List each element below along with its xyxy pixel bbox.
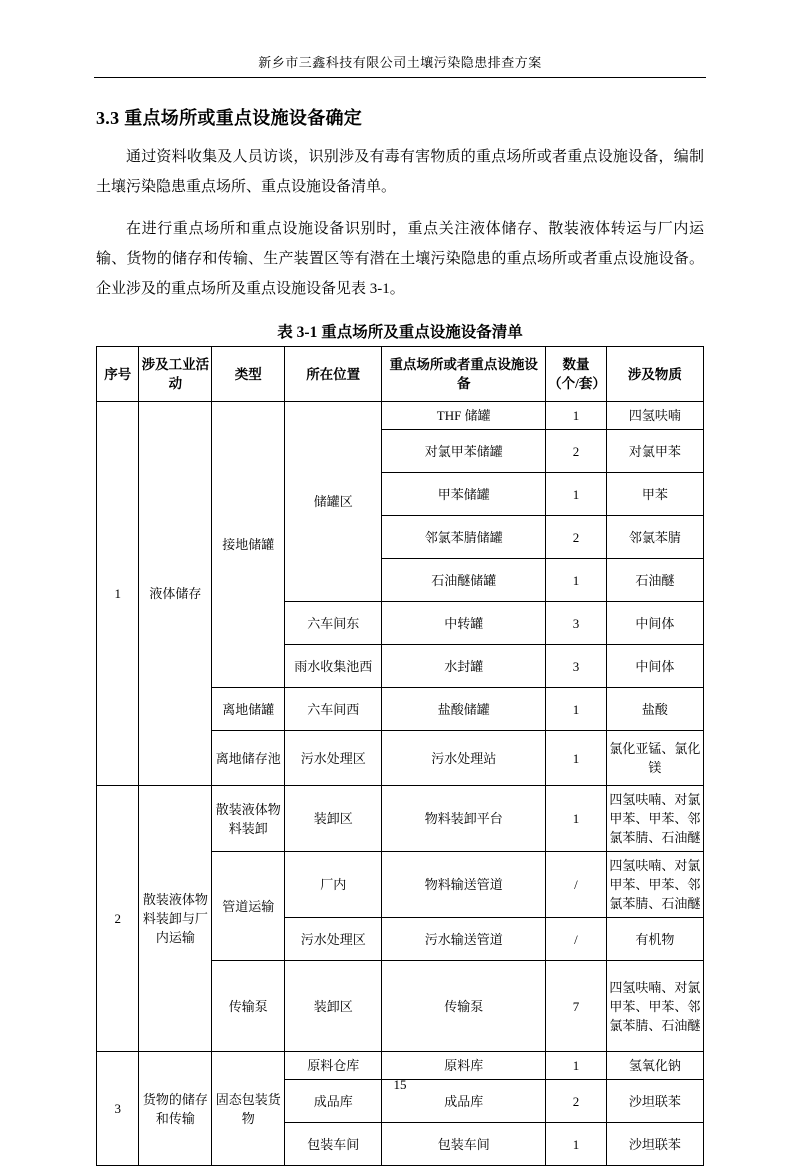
cell-facility: 污水处理站 <box>382 731 546 786</box>
cell-activity: 液体储存 <box>139 402 212 786</box>
cell-facility: 物料装卸平台 <box>382 786 546 852</box>
section-heading: 3.3 重点场所或重点设施设备确定 <box>96 108 363 128</box>
cell-no: 1 <box>97 402 139 786</box>
cell-location: 成品库 <box>285 1080 382 1123</box>
cell-facility: 甲苯储罐 <box>382 473 546 516</box>
table-row <box>97 1052 704 1080</box>
cell-quantity: / <box>546 918 607 961</box>
cell-facility: 物料输送管道 <box>382 852 546 918</box>
cell-facility: 传输泵 <box>382 961 546 1052</box>
cell-type: 离地储存池 <box>212 731 285 786</box>
cell-type: 接地储罐 <box>212 402 285 688</box>
cell-quantity: / <box>546 852 607 918</box>
cell-quantity: 1 <box>546 1052 607 1080</box>
cell-location: 储罐区 <box>285 402 382 602</box>
cell-facility: 包装车间 <box>382 1123 546 1166</box>
page-number: 15 <box>393 1077 407 1092</box>
cell-facility: 污水输送管道 <box>382 918 546 961</box>
cell-quantity: 2 <box>546 516 607 559</box>
cell-substance: 氢氧化钠 <box>606 1052 703 1080</box>
cell-substance: 有机物 <box>606 918 703 961</box>
key-facilities-table <box>96 346 704 1166</box>
body-paragraph-1: 通过资料收集及人员访谈，识别涉及有毒有害物质的重点场所或者重点设施设备，编制土壤污染隐患重点场所、重点设施设备清单。 <box>96 149 704 195</box>
cell-location: 污水处理区 <box>285 731 382 786</box>
cell-substance: 四氢呋喃、对氯甲苯、甲苯、邻氯苯腈、石油醚 <box>606 961 703 1052</box>
cell-facility: 盐酸储罐 <box>382 688 546 731</box>
column-header-activity: 涉及工业活动 <box>139 347 212 402</box>
page-header <box>96 0 704 78</box>
cell-type: 散装液体物料装卸 <box>212 786 285 852</box>
cell-facility: THF 储罐 <box>382 402 546 430</box>
column-header-quantity: 数量（个/套） <box>546 347 607 402</box>
table-row <box>97 402 704 430</box>
cell-quantity: 3 <box>546 602 607 645</box>
cell-quantity: 1 <box>546 688 607 731</box>
cell-location: 雨水收集池西 <box>285 645 382 688</box>
cell-substance: 对氯甲苯 <box>606 430 703 473</box>
cell-no: 2 <box>97 786 139 1052</box>
column-header-substance: 涉及物质 <box>606 347 703 402</box>
running-title: 新乡市三鑫科技有限公司土壤污染隐患排查方案 <box>258 55 542 70</box>
cell-type: 离地储罐 <box>212 688 285 731</box>
table-caption: 表 3-1 重点场所及重点设施设备清单 <box>277 324 523 341</box>
cell-no: 3 <box>97 1052 139 1166</box>
cell-quantity: 7 <box>546 961 607 1052</box>
cell-substance: 氯化亚锰、氯化镁 <box>606 731 703 786</box>
cell-quantity: 1 <box>546 559 607 602</box>
cell-facility: 石油醚储罐 <box>382 559 546 602</box>
cell-substance: 四氢呋喃 <box>606 402 703 430</box>
cell-substance: 沙坦联苯 <box>606 1123 703 1166</box>
cell-facility: 水封罐 <box>382 645 546 688</box>
cell-quantity: 1 <box>546 402 607 430</box>
cell-activity: 货物的储存和传输 <box>139 1052 212 1166</box>
cell-quantity: 1 <box>546 731 607 786</box>
cell-location: 六车间东 <box>285 602 382 645</box>
cell-facility: 中转罐 <box>382 602 546 645</box>
cell-substance: 中间体 <box>606 645 703 688</box>
cell-substance: 四氢呋喃、对氯甲苯、甲苯、邻氯苯腈、石油醚 <box>606 786 703 852</box>
cell-facility: 对氯甲苯储罐 <box>382 430 546 473</box>
table-header-row <box>97 347 704 402</box>
column-header-type: 类型 <box>212 347 285 402</box>
table-row <box>97 786 704 852</box>
cell-location: 厂内 <box>285 852 382 918</box>
cell-location: 原料仓库 <box>285 1052 382 1080</box>
cell-location: 包装车间 <box>285 1123 382 1166</box>
cell-quantity: 1 <box>546 786 607 852</box>
cell-substance: 甲苯 <box>606 473 703 516</box>
cell-type: 传输泵 <box>212 961 285 1052</box>
cell-quantity: 2 <box>546 1080 607 1123</box>
header-divider <box>94 77 706 78</box>
body-paragraph-2: 在进行重点场所和重点设施设备识别时，重点关注液体储存、散装液体转运与厂内运输、货物的储存和传输、生产装置区等有潜在土壤污染隐患的重点场所或者重点设施设备。企业涉及的重点场所及重点设施设备见表 3-1。 <box>96 221 704 297</box>
cell-substance: 中间体 <box>606 602 703 645</box>
cell-quantity: 2 <box>546 430 607 473</box>
cell-type: 管道运输 <box>212 852 285 961</box>
cell-quantity: 1 <box>546 473 607 516</box>
cell-location: 六车间西 <box>285 688 382 731</box>
cell-substance: 石油醚 <box>606 559 703 602</box>
cell-substance: 邻氯苯腈 <box>606 516 703 559</box>
cell-location: 装卸区 <box>285 786 382 852</box>
cell-quantity: 3 <box>546 645 607 688</box>
cell-facility: 邻氯苯腈储罐 <box>382 516 546 559</box>
cell-type: 固态包装货物 <box>212 1052 285 1166</box>
column-header-no: 序号 <box>97 347 139 402</box>
cell-facility: 成品库 <box>382 1080 546 1123</box>
column-header-location: 所在位置 <box>285 347 382 402</box>
cell-location: 污水处理区 <box>285 918 382 961</box>
cell-activity: 散装液体物料装卸与厂内运输 <box>139 786 212 1052</box>
cell-quantity: 1 <box>546 1123 607 1166</box>
cell-substance: 盐酸 <box>606 688 703 731</box>
cell-facility: 原料库 <box>382 1052 546 1080</box>
cell-location: 装卸区 <box>285 961 382 1052</box>
cell-substance: 沙坦联苯 <box>606 1080 703 1123</box>
column-header-facility: 重点场所或者重点设施设备 <box>382 347 546 402</box>
cell-substance: 四氢呋喃、对氯甲苯、甲苯、邻氯苯腈、石油醚 <box>606 852 703 918</box>
